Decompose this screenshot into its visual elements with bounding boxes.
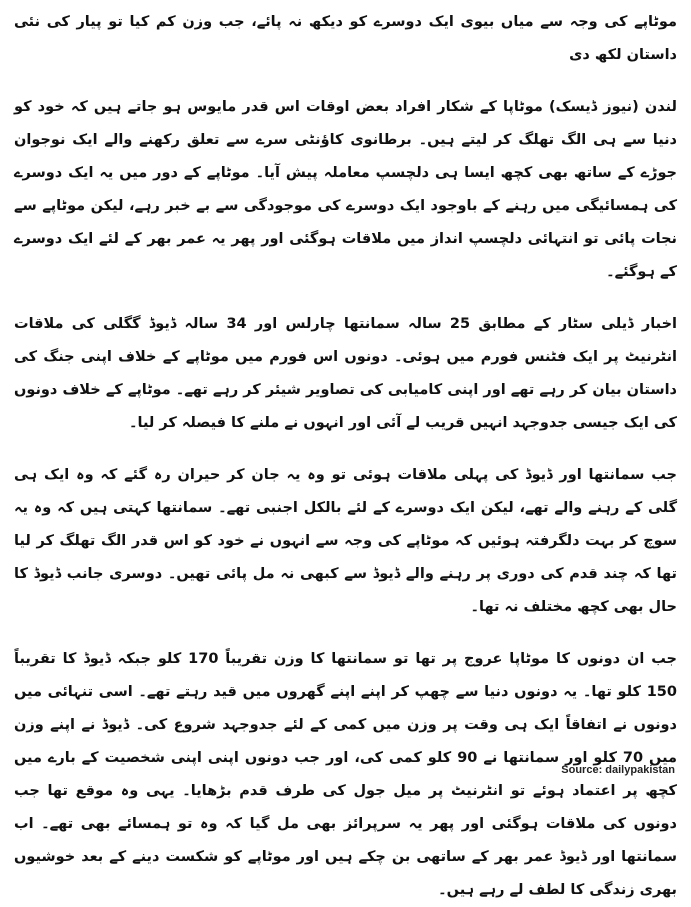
article-body-paragraph xyxy=(14,308,677,440)
source-credit: Source: dailypakistan xyxy=(561,764,675,776)
article-intro-paragraph xyxy=(14,91,677,289)
article-paragraph-3: اخبار ڈیلی سٹار کے مطابق 25 سالہ سمانتھا چارلس اور 34 سالہ ڈیوڈ گگلی کی ملاقات انٹرنیٹ پر ایک فٹنس فورم میں ہوئی۔ دونوں اس فورم میں موٹاپے کے خلاف اپنی جنگ کی داستان بیان کر رہے تھے اور اپنی کامیابی کی تصاویر شیئر کر رہے تھے۔ موٹاپے کے خلاف دونوں کی ایک جیسی جدوجہد انہیں قریب لے آئی اور انہوں نے ملنے کا فیصلہ کر لیا۔ xyxy=(14,316,677,431)
article-headline-paragraph xyxy=(14,6,677,72)
article-paragraph-1: موٹاپے کی وجہ سے میاں بیوی ایک دوسرے کو دیکھ نہ پائے، جب وزن کم کیا تو پیار کی نئی داستان لکھ دی xyxy=(14,14,677,63)
article-paragraph-5: جب ان دونوں کا موٹاپا عروج پر تھا تو سمانتھا کا وزن تقریباً 170 کلو جبکہ ڈیوڈ کا تقریباً 150 کلو تھا۔ یہ دونوں دنیا سے چھپ کر اپنے اپنے گھروں میں قید رہتے تھے۔ اسی تنہائی میں دونوں نے اتفاقاً ایک ہی وقت پر وزن میں کمی کے لئے جدوجہد شروع کی۔ ڈیوڈ نے اپنے وزن میں 70 کلو اور سمانتھا نے 90 کلو کمی کی، اور جب دونوں اپنی اپنی شخصیت کے بارے میں کچھ پر اعتماد ہوئے تو انٹرنیٹ پر میل جول کی طرف قدم بڑھایا۔ یہی وہ موقع تھا جب دونوں کی ملاقات ہوگئی اور پھر یہ سرپرائز بھی مل گیا کہ وہ تو ہمسائے بھی تھے۔ اب سمانتھا اور ڈیوڈ عمر بھر کے ساتھی بن چکے ہیں اور موٹاپے کو شکست دینے کے بعد خوشیوں بھری زندگی کا لطف لے رہے ہیں۔ xyxy=(14,651,678,898)
article-body-paragraph xyxy=(14,459,677,624)
article-paragraph-2: لندن (نیوز ڈیسک) موٹاپا کے شکار افراد بعض اوقات اس قدر مایوس ہو جاتے ہیں کہ خود کو دنیا سے ہی الگ تھلگ کر لیتے ہیں۔ برطانوی کاؤنٹی سرے سے تعلق رکھنے والے ایک نوجوان جوڑے کے ساتھ بھی کچھ ایسا ہی دلچسپ معاملہ پیش آیا۔ موٹاپے کے دور میں یہ ایک دوسرے کی ہمسائیگی میں رہنے کے باوجود ایک دوسرے کی موجودگی سے بے خبر رہے، لیکن موٹاپے سے نجات پائی تو انتہائی دلچسپ انداز میں ملاقات ہوگئی اور پھر یہ عمر بھر کے لئے ایک دوسرے کے ہوگئے۔ xyxy=(14,99,677,280)
article-paragraph-4: جب سمانتھا اور ڈیوڈ کی پہلی ملاقات ہوئی تو وہ یہ جان کر حیران رہ گئے کہ وہ ایک ہی گلی کے رہنے والے تھے، لیکن ایک دوسرے کے لئے بالکل اجنبی تھے۔ سمانتھا کہتی ہیں کہ وہ یہ سوچ کر بہت دلگرفتہ ہوئیں کہ موٹاپے کی وجہ سے انہوں نے خود کو اس قدر الگ تھلگ کر لیا تھا کہ چند قدم کی دوری پر رہنے والے ڈیوڈ سے کبھی نہ مل پائی تھیں۔ دوسری جانب ڈیوڈ کا حال بھی کچھ مختلف نہ تھا۔ xyxy=(14,467,677,615)
